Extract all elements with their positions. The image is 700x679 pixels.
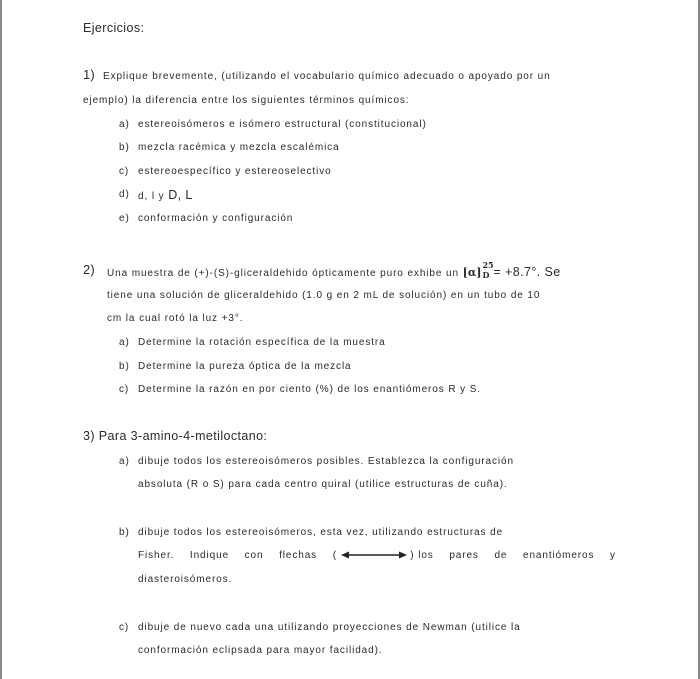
q3-item-c-line1: dibuje de nuevo cada una utilizando proyecciones de Newman (utilice la — [138, 622, 521, 633]
q2-line1 — [107, 260, 561, 280]
q1-line2: ejemplo) la diferencia entre los siguientes términos químicos: — [83, 95, 410, 106]
q3-item-c-line2: conformación eclipsada para mayor facilidad). — [138, 645, 383, 656]
open-paren: ( — [332, 550, 337, 561]
q3-item-b-label: b) — [119, 527, 130, 538]
q2-item-b-text: Determine la pureza óptica de la mezcla — [138, 361, 352, 372]
q3-intro: 3) Para 3-amino-4-metiloctano: — [83, 429, 268, 443]
page-border-left — [0, 0, 2, 679]
q2-item-b-label: b) — [119, 361, 130, 372]
q1-item-d-small: d, l y — [138, 191, 165, 202]
word: flechas — [279, 550, 318, 561]
q2-line1-post: = +8.7°. Se — [493, 265, 561, 279]
q1-item-e-text: conformación y configuración — [138, 213, 294, 224]
q1-item-d-label: d) — [119, 189, 130, 200]
q2-line1-pre: Una muestra de (+)-(S)-gliceraldehido ópticamente puro exhibe un — [107, 268, 459, 279]
q3-item-b-line2 — [138, 550, 616, 562]
heading: Ejercicios: — [83, 21, 145, 35]
q2-item-a-text: Determine la rotación específica de la muestra — [138, 337, 386, 348]
specific-rotation-indices — [481, 260, 494, 280]
word: y — [610, 550, 616, 561]
q3-item-b-line3: diasteroisómeros. — [138, 574, 233, 585]
q1-number: 1) — [83, 67, 95, 82]
q2-item-c-label: c) — [119, 384, 130, 395]
q1-item-c-text: estereoespecífico y estereoselectivo — [138, 166, 332, 177]
q1-item-e-label: e) — [119, 213, 130, 224]
word: enantiómeros — [522, 550, 595, 561]
q1-item-a-label: a) — [119, 119, 130, 130]
word: con — [244, 550, 264, 561]
q3-item-b-line1: dibuje todos los estereoisómeros, esta vez, utilizando estructuras de — [138, 527, 504, 538]
wavelength-subscript: D — [482, 270, 490, 280]
word: Indique — [189, 550, 230, 561]
word: pares — [449, 550, 479, 561]
q3-item-a-line1: dibuje todos los estereoisómeros posibles. Establezca la configuración — [138, 456, 514, 467]
q1-item-d-text — [138, 189, 193, 203]
q2-line3: cm la cual rotó la luz +3°. — [107, 313, 244, 324]
specific-rotation-symbol: [α] — [462, 266, 482, 279]
temperature-superscript: 25 — [482, 260, 494, 270]
close-paren-los: ) los — [410, 550, 434, 561]
q3-item-a-label: a) — [119, 456, 130, 467]
q3-item-a-line2: absoluta (R o S) para cada centro quiral (utilice estructuras de cuña). — [138, 479, 508, 490]
q2-item-a-label: a) — [119, 337, 130, 348]
q1-item-b-label: b) — [119, 142, 130, 153]
q2-line2: tiene una solución de gliceraldehido (1.0 g en 2 mL de solución) en un tubo de 10 — [107, 290, 541, 301]
double-headed-arrow-icon — [341, 550, 407, 560]
q1-item-c-label: c) — [119, 166, 130, 177]
q2-item-c-text: Determine la razón en por ciento (%) de los enantiómeros R y S. — [138, 384, 481, 395]
q1-item-b-text: mezcla racémica y mezcla escalémica — [138, 142, 340, 153]
arrow-group — [333, 550, 434, 562]
q1-item-a-text: estereoisómeros e isómero estructural (constitucional) — [138, 119, 427, 130]
q1-line1: Explique brevemente, (utilizando el vocabulario químico adecuado o apoyado por un — [103, 71, 551, 82]
word: de — [494, 550, 508, 561]
q3-item-c-label: c) — [119, 622, 130, 633]
word: Fisher. — [138, 550, 175, 561]
q1-item-d-big: D, L — [168, 188, 193, 202]
q2-number: 2) — [83, 262, 95, 277]
